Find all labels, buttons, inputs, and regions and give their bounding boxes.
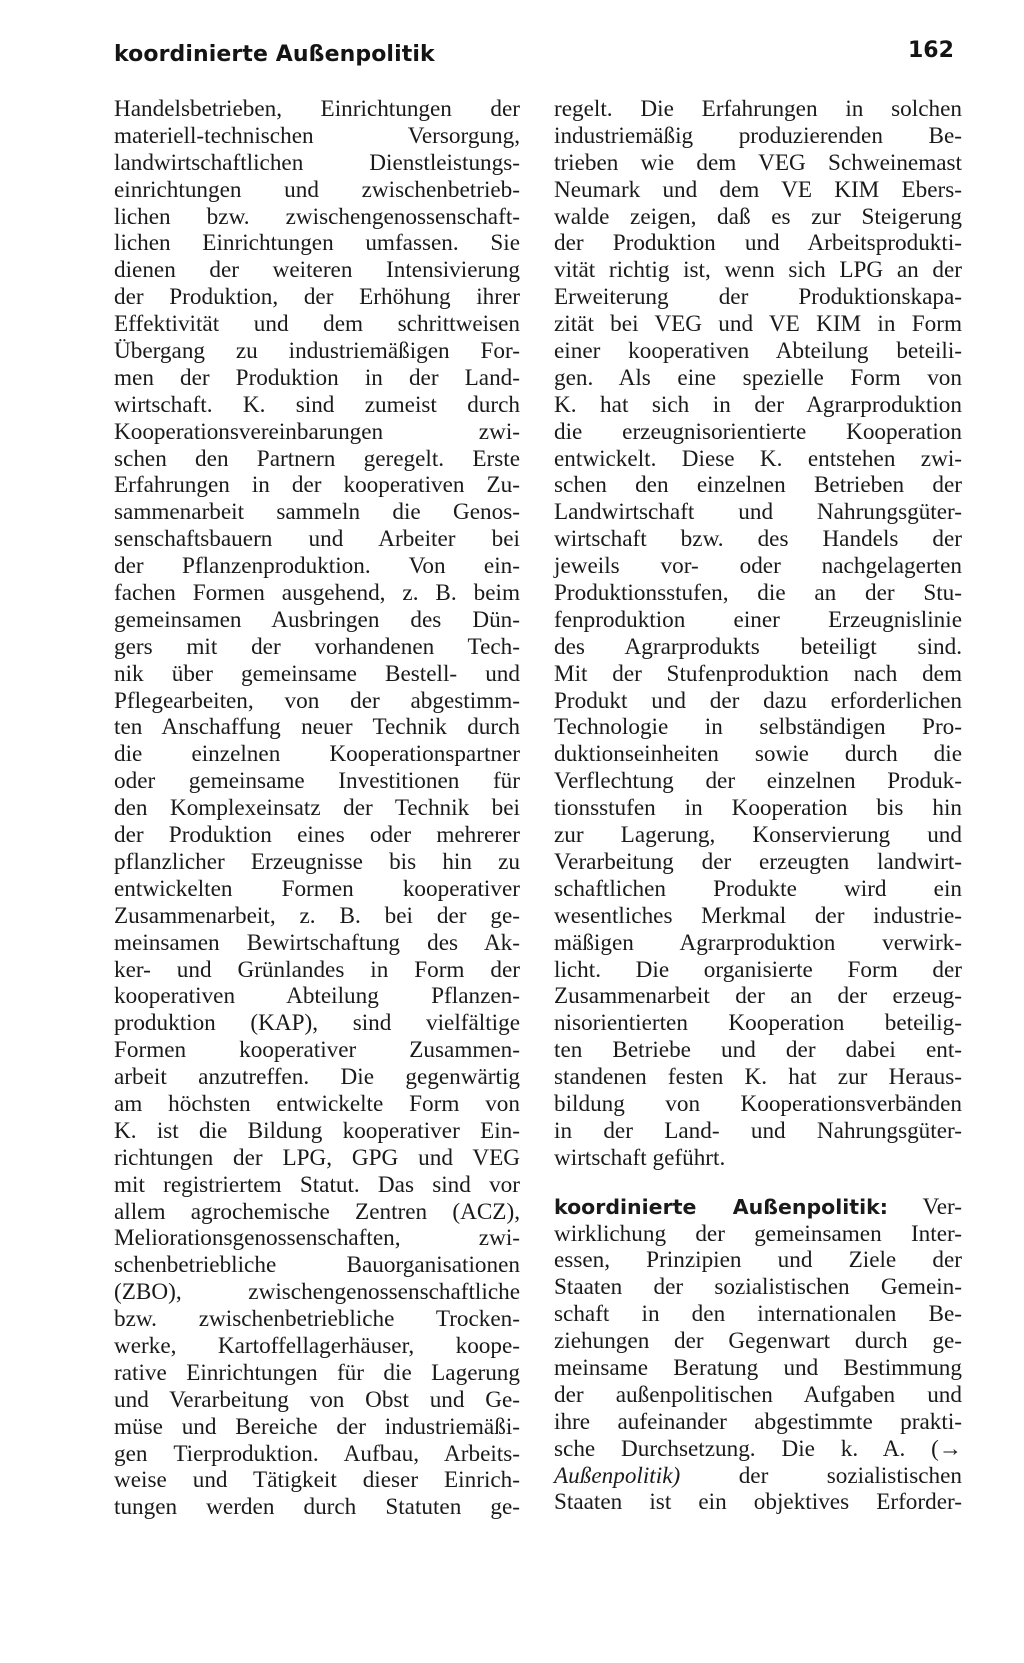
text-line: Erfahrungen in der kooperativen Zu- <box>114 472 520 499</box>
text-line: sammenarbeit sammeln die Genos- <box>114 499 520 526</box>
text-line: und Verarbeitung von Obst und Ge- <box>114 1386 520 1413</box>
text-line: entwickelten Formen kooperativer <box>114 875 520 902</box>
text-line: sche Durchsetzung. Die k. A. (→ <box>554 1435 962 1462</box>
text-line: standenen festen K. hat zur Heraus- <box>554 1064 962 1091</box>
text-line: vität richtig ist, wenn sich LPG an der <box>554 257 962 284</box>
text-line: Zusammenarbeit der an der erzeug- <box>554 983 962 1010</box>
text-line: essen, Prinzipien und Ziele der <box>554 1247 962 1274</box>
text-line: dienen der weiteren Intensivierung <box>114 257 520 284</box>
text-line: tungen werden durch Statuten ge- <box>114 1494 520 1521</box>
text-line: fenproduktion einer Erzeugnislinie <box>554 606 962 633</box>
entry-xref-line-text: der sozialistischen <box>680 1462 962 1489</box>
text-line: die einzelnen Kooperationspartner <box>114 741 520 768</box>
text-line: Kooperationsvereinbarungen zwi- <box>114 418 520 445</box>
text-line: am höchsten entwickelte Form von <box>114 1090 520 1117</box>
text-line: Pflegearbeiten, von der abgestimm- <box>114 687 520 714</box>
text-line: Formen kooperativer Zusammen- <box>114 1037 520 1064</box>
text-line: Erweiterung der Produktionskapa- <box>554 284 962 311</box>
text-line: einer kooperativen Abteilung beteili- <box>554 338 962 365</box>
text-line: zität bei VEG und VE KIM in Form <box>554 311 962 338</box>
text-line: wesentliches Merkmal der industrie- <box>554 902 962 929</box>
text-line: rative Einrichtungen für die Lagerung <box>114 1359 520 1386</box>
right-column <box>554 96 962 1516</box>
text-line: jeweils vor- oder nachgelagerten <box>554 553 962 580</box>
text-line: schenbetriebliche Bauorganisationen <box>114 1252 520 1279</box>
text-line: mäßigen Agrarproduktion verwirk- <box>554 929 962 956</box>
text-line: wirklichung der gemeinsamen Inter- <box>554 1220 962 1247</box>
text-line: Landwirtschaft und Nahrungsgüter- <box>554 499 962 526</box>
entry-first-line <box>554 1194 962 1221</box>
text-line: wirtschaft. K. sind zumeist durch <box>114 391 520 418</box>
text-line: lichen bzw. zwischengenossenschaft- <box>114 203 520 230</box>
text-line: bildung von Kooperationsverbänden <box>554 1090 962 1117</box>
text-line: ten Anschaffung neuer Technik durch <box>114 714 520 741</box>
text-line: ihre aufeinander abgestimmte prakti- <box>554 1408 962 1435</box>
text-line: Meliorationsgenossenschaften, zwi- <box>114 1225 520 1252</box>
text-line: gemeinsamen Ausbringen des Dün- <box>114 606 520 633</box>
text-line: bzw. zwischenbetriebliche Trocken- <box>114 1306 520 1333</box>
right-column-continuation <box>554 96 962 1172</box>
text-line: schaft in den internationalen Be- <box>554 1301 962 1328</box>
text-line: materiell-technischen Versorgung, <box>114 122 520 149</box>
text-line: Verflechtung der einzelnen Produk- <box>554 768 962 795</box>
text-line: Mit der Stufenproduktion nach dem <box>554 660 962 687</box>
text-line: gers mit der vorhandenen Tech- <box>114 633 520 660</box>
entry-xref-line <box>554 1463 962 1490</box>
text-line: schen den Partnern geregelt. Erste <box>114 445 520 472</box>
text-line: müse und Bereiche der industriemäßi- <box>114 1413 520 1440</box>
text-line: Staaten der sozialistischen Gemein- <box>554 1274 962 1301</box>
text-line: (ZBO), zwischengenossenschaftliche <box>114 1279 520 1306</box>
text-line: kooperativen Abteilung Pflanzen- <box>114 983 520 1010</box>
cross-reference: Außenpolitik) <box>554 1462 681 1489</box>
text-line: entwickelt. Diese K. entstehen zwi- <box>554 445 962 472</box>
text-line: men der Produktion in der Land- <box>114 364 520 391</box>
text-line: weise und Tätigkeit dieser Einrich- <box>114 1467 520 1494</box>
text-line: nik über gemeinsame Bestell- und <box>114 660 520 687</box>
entry-final-line: Staaten ist ein objektives Erforder- <box>554 1489 962 1516</box>
text-line: richtungen der LPG, GPG und VEG <box>114 1144 520 1171</box>
text-line: ziehungen der Gegenwart durch ge- <box>554 1328 962 1355</box>
text-line: trieben wie dem VEG Schweinemast <box>554 149 962 176</box>
text-line: der Produktion und Arbeitsprodukti- <box>554 230 962 257</box>
text-line: allem agrochemische Zentren (ACZ), <box>114 1198 520 1225</box>
text-line: der Produktion eines oder mehrerer <box>114 822 520 849</box>
text-line: des Agrarprodukts beteiligt sind. <box>554 633 962 660</box>
text-line: senschaftsbauern und Arbeiter bei <box>114 526 520 553</box>
text-line: schaftlichen Produkte wird ein <box>554 875 962 902</box>
text-line: der Pflanzenproduktion. Von ein- <box>114 553 520 580</box>
text-line: zur Lagerung, Konservierung und <box>554 822 962 849</box>
text-line: licht. Die organisierte Form der <box>554 956 962 983</box>
text-line: K. hat sich in der Agrarproduktion <box>554 391 962 418</box>
text-line: gen. Als eine spezielle Form von <box>554 364 962 391</box>
text-line: Effektivität und dem schrittweisen <box>114 311 520 338</box>
text-line: schen den einzelnen Betrieben der <box>554 472 962 499</box>
text-line: duktionseinheiten sowie durch die <box>554 741 962 768</box>
text-line: Neumark und dem VE KIM Ebers- <box>554 176 962 203</box>
text-line: Produkt und der dazu erforderlichen <box>554 687 962 714</box>
text-line: K. ist die Bildung kooperativer Ein- <box>114 1117 520 1144</box>
text-line: Technologie in selbständigen Pro- <box>554 714 962 741</box>
text-line: Produktionsstufen, die an der Stu- <box>554 580 962 607</box>
entry-body <box>554 1221 962 1463</box>
text-line: arbeit anzutreffen. Die gegenwärtig <box>114 1064 520 1091</box>
text-line: meinsamen Bewirtschaftung des Ak- <box>114 929 520 956</box>
text-line: Zusammenarbeit, z. B. bei der ge- <box>114 902 520 929</box>
page-number: 162 <box>908 38 954 63</box>
text-line: der außenpolitischen Aufgaben und <box>554 1381 962 1408</box>
text-line: gen Tierproduktion. Aufbau, Arbeits- <box>114 1440 520 1467</box>
dictionary-entry <box>554 1194 962 1517</box>
text-line: werke, Kartoffellagerhäuser, koope- <box>114 1332 520 1359</box>
text-line: lichen Einrichtungen umfassen. Sie <box>114 230 520 257</box>
text-line: pflanzlicher Erzeugnisse bis hin zu <box>114 848 520 875</box>
text-line: industriemäßig produzierenden Be- <box>554 122 962 149</box>
text-line: produktion (KAP), sind vielfältige <box>114 1010 520 1037</box>
entry-first-line-text: Ver- <box>887 1193 962 1220</box>
text-line: Handelsbetrieben, Einrichtungen der <box>114 96 520 122</box>
text-line: meinsame Beratung und Bestimmung <box>554 1354 962 1381</box>
text-line: den Komplexeinsatz der Technik bei <box>114 795 520 822</box>
text-line: ten Betriebe und der dabei ent- <box>554 1037 962 1064</box>
text-line: ker- und Grünlandes in Form der <box>114 956 520 983</box>
text-line: Übergang zu industriemäßigen For- <box>114 338 520 365</box>
text-line: mit registriertem Statut. Das sind vor <box>114 1171 520 1198</box>
text-line: regelt. Die Erfahrungen in solchen <box>554 96 962 122</box>
text-line: der Produktion, der Erhöhung ihrer <box>114 284 520 311</box>
text-line: oder gemeinsame Investitionen für <box>114 768 520 795</box>
text-line: landwirtschaftlichen Dienstleistungs- <box>114 149 520 176</box>
text-line: tionsstufen in Kooperation bis hin <box>554 795 962 822</box>
left-column <box>114 96 520 1521</box>
text-line: in der Land- und Nahrungsgüter- <box>554 1117 962 1144</box>
text-line: einrichtungen und zwischenbetrieb- <box>114 176 520 203</box>
text-line: wirtschaft bzw. des Handels der <box>554 526 962 553</box>
entry-headword: koordinierte Außenpolitik: <box>554 1194 888 1219</box>
running-head: koordinierte Außenpolitik <box>114 42 435 67</box>
text-line: walde zeigen, daß es zur Steigerung <box>554 203 962 230</box>
text-line: die erzeugnisorientierte Kooperation <box>554 418 962 445</box>
text-line: wirtschaft geführt. <box>554 1144 726 1171</box>
text-line: Verarbeitung der erzeugten landwirt- <box>554 848 962 875</box>
text-line: fachen Formen ausgehend, z. B. beim <box>114 580 520 607</box>
text-line: nisorientierten Kooperation beteilig- <box>554 1010 962 1037</box>
